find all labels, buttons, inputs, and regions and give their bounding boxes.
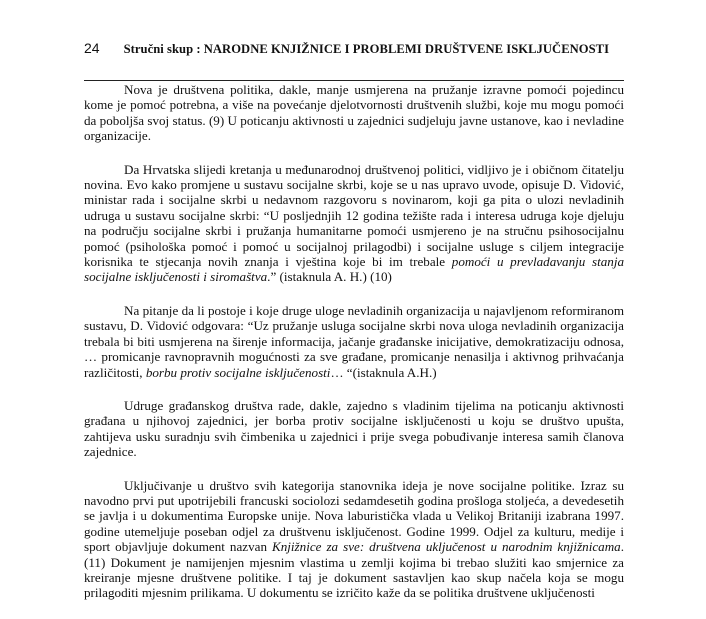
paragraph [84, 303, 624, 380]
text-run: Nova je društvena politika, dakle, manje usmjerena na pružanje izravne pomoći pojedincu kome je pomoć potrebna, a više na povećanje djelotvornosti društvenih službi, koje mu mogu pomoći da poboljša svoj status. (9) U poticanju aktivnosti u zajednici sudjeluju javne ustanove, kao i nevladine organizacije. [84, 82, 624, 144]
text-run: Udruge građanskog društva rade, dakle, zajedno s vladinim tijelima na poticanju aktivnosti građana u njihovoj zajednici, jer borba protiv socijalne isključenosti u koju se društvo upušta, zahtijeva usku suradnju svih čimbenika u zajednici i prije svega pobuđivanje interesa samih članova zajednice. [84, 397, 624, 460]
text-run: Da Hrvatska slijedi kretanja u međunarodnoj društvenoj politici, vidljivo je i običnom čitatelju novina. Evo kako promjene u sustavu socijalne skrbi, koje se u nas upravo uvode, opisuje D. Vidović, ministar rada i socijalne skrbi u nedavnom razgovoru s novinarom, koji ga pita o ulozi nevladinih udruga u sustavu socijalne skrbi: “U posljednjih 12 godina težište rada i interesa udruga koje djeluju na području socijalne skrbi i pružanja humanitarne pomoći usmjereno je na stručnu psihosocijalnu pomoć (psihološka pomoć i pomoć u socijalnoj prilagodbi) i socijalne usluge s ciljem integracije korisnika te stjecanja novih znanja i vještina koje bi im trebale [84, 161, 624, 270]
running-title: Stručni skup : NARODNE KNJIŽNICE I PROBLEMI DRUŠTVENE ISKLJUČENOSTI [123, 42, 610, 56]
header-rule [84, 80, 624, 81]
paragraph [84, 478, 624, 601]
italic-text: pomoći u prevladavanju stanja socijalne isključenosti i siromaštva [84, 254, 624, 285]
text-run: … “(istaknula A.H.) [330, 364, 437, 380]
running-header [84, 40, 624, 60]
text-run: . (11) Dokument je namijenjen mjesnim vlastima u zemlji kojima bi trebao služiti kao smjernice za kreiranje mjesne društvene politike. I taj je dokument sastavljen kao skup načela koja se mogu prilagoditi mjesnim prilikama. U dokumentu se izričito kaže da se politika društvene uključenosti [84, 539, 624, 601]
text-run: Na pitanje da li postoje i koje druge uloge nevladinih organizacija u najavljenom reformiranom sustavu, D. Vidović odgovara: “Uz pružanje usluga socijalne skrbi nova uloga nevladinih organizacija trebala bi biti usmjerena na širenje informacija, jačanje građanske inicijative, demokratizaciju odnosa, … promicanje ravnopravnih mogućnosti za sve građane, promicanje nenasilja i aktivnog prihvaćanja različitosti, [84, 302, 624, 380]
body-text [84, 82, 624, 619]
paragraph [84, 162, 624, 285]
text-run: Uključivanje u društvo svih kategorija stanovnika ideja je nove socijalne politike. Izraz su navodno prvi put upotrijebili francuski sociolozi sedamdesetih godina prošloga stoljeća, a devedesetih se javlja i u dokumentima Europske unije. Nova laburistička vlada u Velikoj Britaniji izabrana 1997. godine utemeljuje poseban odjel za društvenu isključenost. Godine 1999. Odjel za kulturu, medije i sport objavljuje dokument nazvan [84, 477, 624, 555]
paragraph [84, 82, 624, 144]
italic-text: borbu protiv socijalne isključenosti [145, 364, 331, 380]
page-number: 24 [84, 40, 100, 56]
paragraph [84, 398, 624, 460]
italic-text: Knjižnice za sve: društvena uključenost u narodnim knjižnicama [272, 539, 621, 555]
text-run: .” (istaknula A. H.) (10) [267, 269, 392, 285]
